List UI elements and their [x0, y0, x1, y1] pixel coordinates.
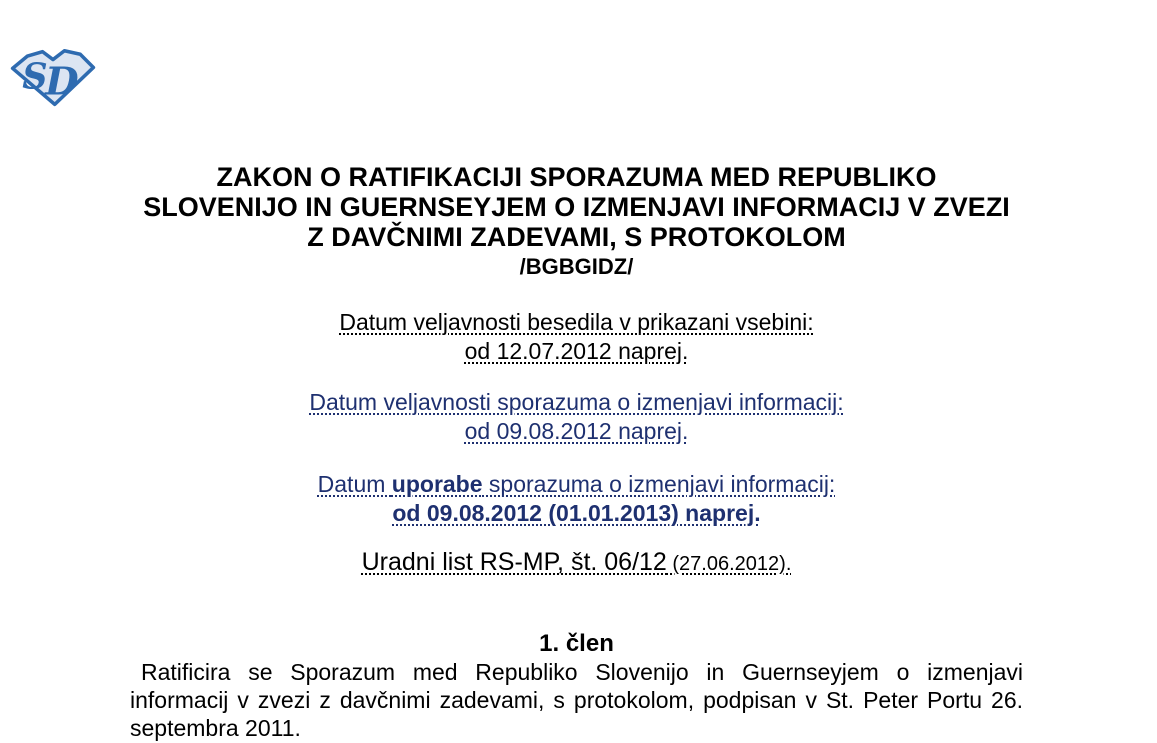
sd-logo-letter-d: D: [45, 59, 79, 105]
application-agreement-date-link[interactable]: od 09.08.2012 (01.01.2013) naprej.: [392, 500, 761, 526]
validity-text-heading-link[interactable]: Datum veljavnosti besedila v prikazani vsebini:: [339, 309, 814, 335]
heading-text-bold: uporabe: [391, 471, 483, 497]
sd-logo[interactable]: [9, 49, 97, 107]
title-line-3: Z DAVČNIMI ZADEVAMI, S PROTOKOLOM: [307, 222, 846, 252]
gazette-date-text: (27.06.2012).: [666, 553, 792, 575]
validity-text-date-link[interactable]: od 12.07.2012 naprej.: [464, 338, 689, 364]
heading-text-regular-tail: sporazuma o izmenjavi informacij:: [482, 471, 836, 497]
section-validity-text: [130, 308, 1023, 366]
document-code: /BGBGIDZ/: [519, 254, 634, 279]
document-title: [130, 162, 1023, 252]
official-gazette-link[interactable]: [362, 548, 792, 576]
section-application-agreement: [130, 470, 1023, 528]
title-line-2: SLOVENIJO IN GUERNSEYJEM O IZMENJAVI INFORMACIJ V ZVEZI: [143, 192, 1010, 222]
application-agreement-heading-link[interactable]: [318, 471, 836, 497]
article-heading: 1. člen: [539, 630, 614, 657]
gazette-main-text: Uradni list RS-MP, št. 06/12: [361, 548, 667, 576]
title-line-1: ZAKON O RATIFIKACIJI SPORAZUMA MED REPUBLIKO: [216, 162, 937, 192]
heading-text-regular: Datum: [317, 471, 392, 497]
validity-agreement-heading-link[interactable]: Datum veljavnosti sporazuma o izmenjavi informacij:: [309, 389, 844, 415]
section-validity-agreement: [130, 388, 1023, 446]
sd-logo-letter-s: S: [22, 56, 48, 98]
section-official-gazette: [130, 548, 1023, 579]
article-body: Ratificira se Sporazum med Republiko Slovenijo in Guernseyjem o izmenjavi informacij v zvezi z davčnimi zadevami, s protokolom, podpisan v St. Peter Portu 26. septembra 2011.: [130, 659, 1023, 741]
validity-agreement-date-link[interactable]: od 09.08.2012 naprej.: [464, 418, 689, 444]
